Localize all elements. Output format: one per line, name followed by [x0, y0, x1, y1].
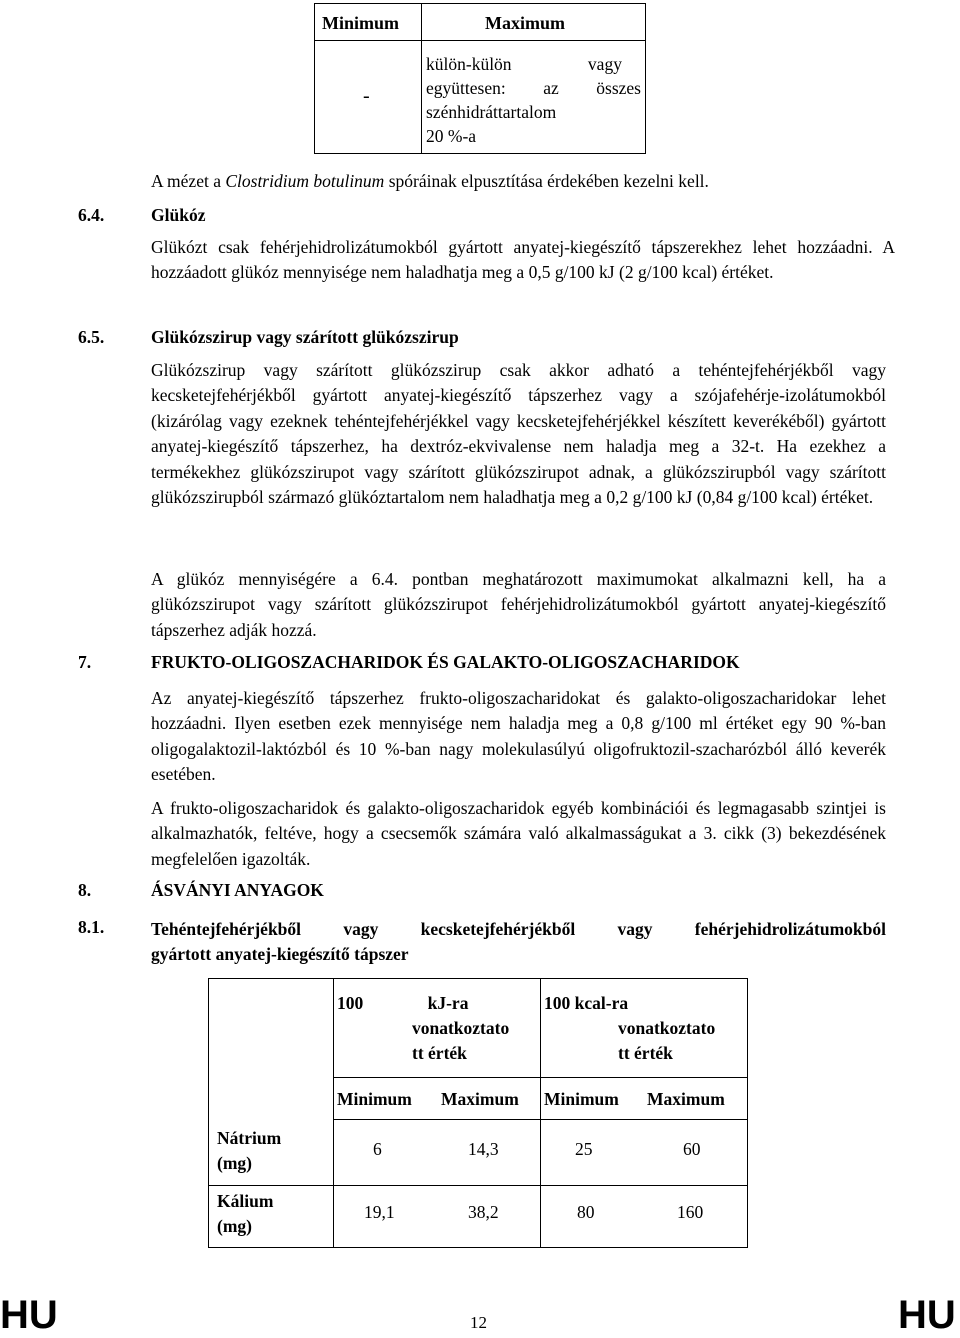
maximum-value: külön-külön vagy együttesen: az összes szénhidráttartalom 20 %-a	[426, 54, 641, 146]
kj-header: 100 kJ-ra vonatkoztato tt érték	[337, 993, 510, 1063]
table-divider	[421, 4, 422, 153]
section-6-5-paragraph-2: A glükóz mennyiségére a 6.4. pontban meghatározott maximumokat alkalmazni kell, ha a glükózszirupot vagy szárított glükózszirupot fehérjehidrolizátumokból gyártott anyatej-kiegészítő tápszerhez adják hozzá.	[151, 569, 886, 640]
section-8-1-title: Tehéntejfehérjékből vagy kecsketejfehérjékből vagy fehérjehidrolizátumokból gyártott anyatej-kiegészítő tápszer	[151, 919, 886, 964]
section-6-5-number: 6.5.	[78, 327, 105, 347]
footer-country-left: HU	[0, 1293, 58, 1337]
section-6-5-paragraph-1: Glükózszirup vagy szárított glükózszirup csak akkor adható a tehéntejfehérjékből vagy kecsketejfehérjékből gyártott anyatej-kiegészítő tápszerhez vagy a szójafehérje-izolátumokból (kizárólag vagy ezeknek tehéntejfehérjékkel vagy kecsketejfehérjékkel készített keverékéből) gyártott anyatej-kiegészítő tápszerhez, ha dextróz-ekvivalense nem haladja meg a 32-t. Ha ezekhez a termékekhez glükózszirupot vagy szárított glükózszirupot adnak, a glükózszirupból vagy szárított glükózszirupból származó glükóztartalom nem haladhatja meg a 0,2 g/100 kJ (0,84 g/100 kcal) értéket.	[151, 360, 886, 508]
row-name-natrium: Nátrium (mg)	[217, 1128, 282, 1173]
subheader-kj-max: Maximum	[441, 1089, 519, 1109]
subheader-kcal-max: Maximum	[647, 1089, 725, 1109]
table-divider	[540, 979, 541, 1247]
table-cell: 14,3	[468, 1139, 499, 1159]
table-divider	[333, 979, 334, 1247]
table-divider	[315, 40, 645, 41]
row-name-kalium: Kálium (mg)	[217, 1191, 274, 1236]
table-cell: 60	[683, 1139, 701, 1159]
section-7-paragraph-2: A frukto-oligoszacharidok és galakto-oligoszacharidok egyéb kombinációi és legmagasabb szintjei is alkalmazhatók, feltéve, hogy a csecsemők számára való alkalmasságukat a 3. cikk (3) bekezdésének megfelelően igazolták.	[151, 798, 886, 869]
table-cell: 38,2	[468, 1202, 499, 1222]
section-6-5-title: Glükózszirup vagy szárított glükózszirup	[151, 327, 459, 347]
section-6-4-body: Glükózt csak fehérjehidrolizátumokból gyártott anyatej-kiegészítő tápszerekhez lehet hozzáadni. A hozzáadott glükóz mennyisége nem haladhatja meg a 0,5 g/100 kJ (2 g/100 kcal) értéket.	[151, 237, 895, 283]
limits-table	[314, 3, 646, 154]
honey-note: A mézet a Clostridium botulinum spóráinak elpusztítása érdekében kezelni kell.	[151, 171, 709, 191]
table-cell: 160	[677, 1202, 704, 1222]
table-cell: 19,1	[364, 1202, 395, 1222]
section-7-paragraph-1: Az anyatej-kiegészítő tápszerhez frukto-oligoszacharidokat és galakto-oligoszacharidokar lehet hozzáadni. Ilyen esetben ezek mennyisége nem haladja meg a 0,8 g/100 ml értéket egy 90 %-ban oligogalaktozil-laktózból és 10 %-ban nagy molekulasúlyú oligofruktozil-szacharózból álló keverék esetében.	[151, 688, 886, 785]
table-cell: 25	[575, 1139, 593, 1159]
page-number: 12	[470, 1313, 487, 1332]
subheader-kcal-min: Minimum	[544, 1089, 619, 1109]
section-8-1-number: 8.1.	[78, 917, 105, 937]
section-6-4-title: Glükóz	[151, 205, 206, 225]
section-7-title: FRUKTO-OLIGOSZACHARIDOK ÉS GALAKTO-OLIGOSZACHARIDOK	[151, 652, 740, 672]
col-header-minimum: Minimum	[322, 13, 400, 33]
section-6-4-number: 6.4.	[78, 205, 105, 225]
table-divider	[333, 1119, 747, 1120]
section-7-number: 7.	[78, 652, 92, 672]
table-cell: 6	[373, 1139, 382, 1159]
mineral-table	[208, 978, 748, 1248]
table-divider	[209, 1185, 747, 1186]
minimum-value: -	[363, 85, 370, 107]
col-header-maximum: Maximum	[485, 13, 565, 33]
table-divider	[333, 1077, 747, 1078]
section-8-title: ÁSVÁNYI ANYAGOK	[151, 880, 324, 900]
kcal-header: 100 kcal-ra vonatkoztato tt érték	[544, 993, 716, 1063]
section-8-number: 8.	[78, 880, 92, 900]
footer-country-right: HU	[898, 1293, 956, 1337]
subheader-kj-min: Minimum	[337, 1089, 412, 1109]
kj-header-line-1: 100 kJ-ra	[337, 993, 469, 1013]
table-cell: 80	[577, 1202, 595, 1222]
